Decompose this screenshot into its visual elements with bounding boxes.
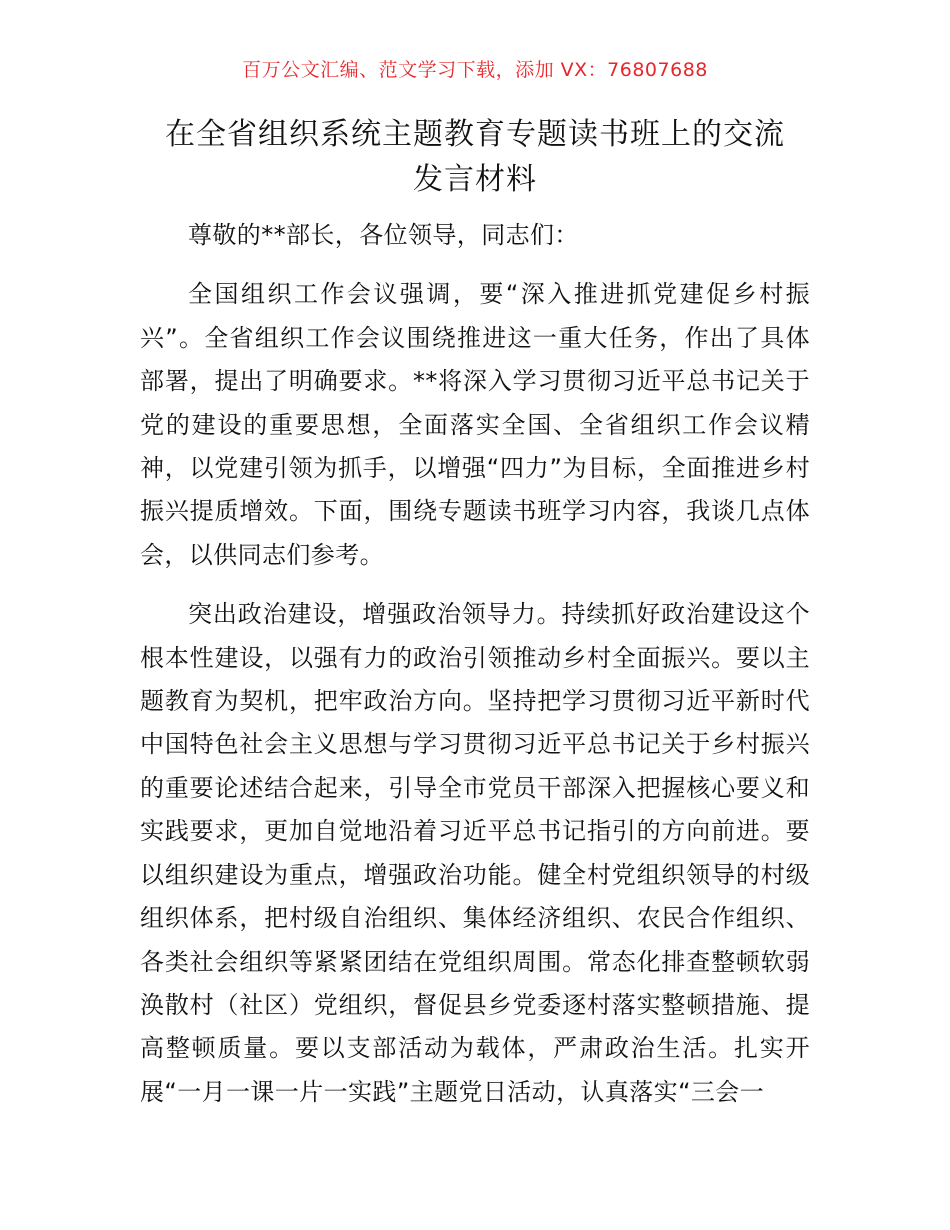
- paragraph-intro: 全国组织工作会议强调，要“深入推进抓党建促乡村振兴”。全省组织工作会议围绕推进这一重大任务，作出了具体部署，提出了明确要求。**将深入学习贯彻习近平总书记关于党的建设的重要思想，全面落实全国、全省组织工作会议精神，以党建引领为抓手，以增强“四力”为目标，全面推进乡村振兴提质增效。下面，围绕专题读书班学习内容，我谈几点体会，以供同志们参考。: [140, 280, 810, 569]
- document-title-line-1: 在全省组织系统主题教育专题读书班上的交流: [165, 117, 785, 152]
- promo-header-banner: 百万公文汇编、范文学习下载，添加 VX：76807688: [242, 59, 708, 81]
- document-title-line-2: 发言材料: [413, 162, 537, 197]
- document-body: [140, 214, 810, 1114]
- paragraph-political-construction: 突出政治建设，增强政治领导力。持续抓好政治建设这个根本性建设，以强有力的政治引领推动乡村全面振兴。要以主题教育为契机，把牢政治方向。坚持把学习贯彻习近平新时代中国特色社会主义思想与学习贯彻习近平总书记关于乡村振兴的重要论述结合起来，引导全市党员干部深入把握核心要义和实践要求，更加自觉地沿着习近平总书记指引的方向前进。要以组织建设为重点，增强政治功能。健全村党组织领导的村级组织体系，把村级自治组织、集体经济组织、农民合作组织、各类社会组织等紧紧团结在党组织周围。常态化排查整顿软弱涣散村（社区）党组织，督促县乡党委逐村落实整顿措施、提高整顿质量。要以支部活动为载体，严肃政治生活。扎实开展“一月一课一片一实践”主题党日活动，认真落实“三会一: [140, 600, 810, 1106]
- document-title: [140, 112, 810, 202]
- salutation: 尊敬的**部长，各位领导，同志们：: [188, 221, 579, 249]
